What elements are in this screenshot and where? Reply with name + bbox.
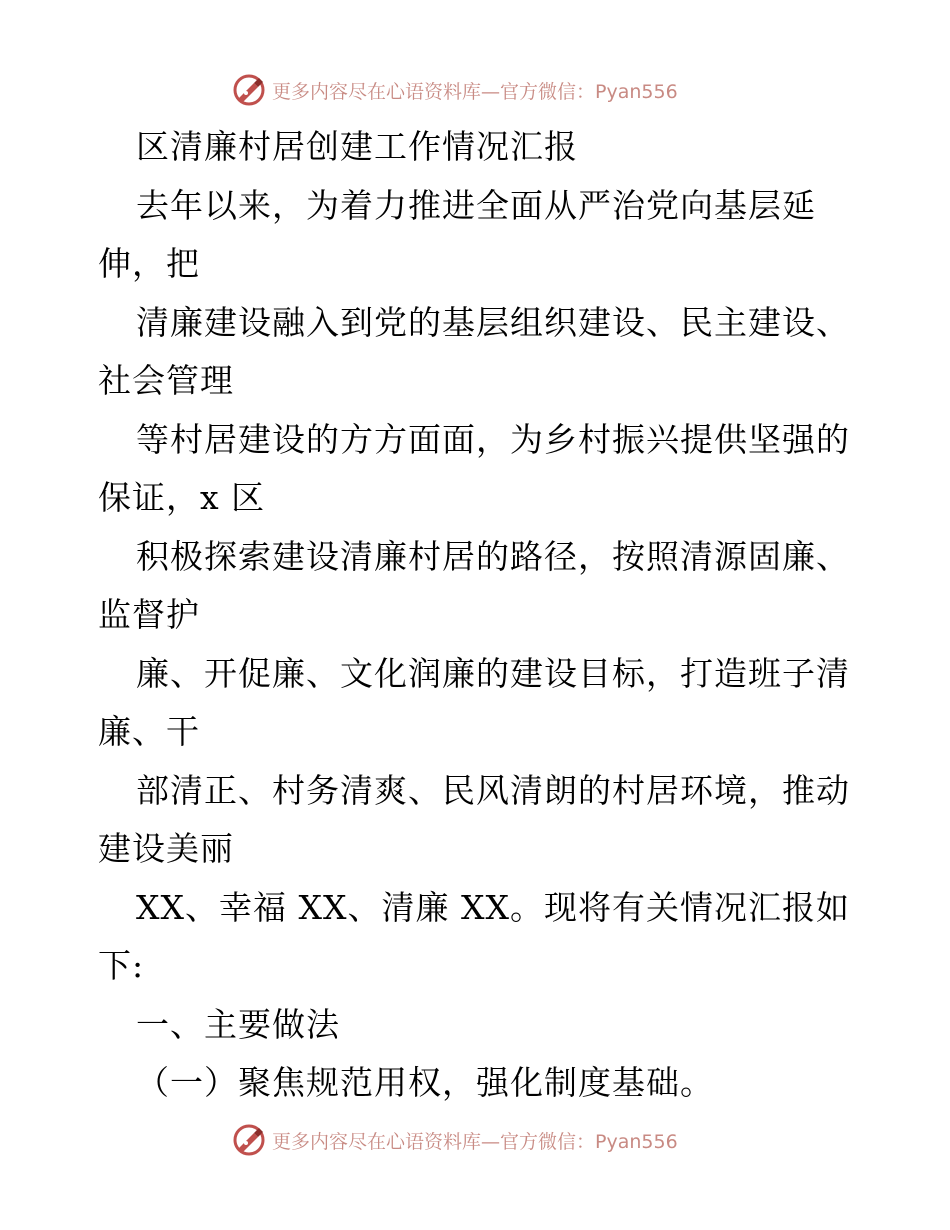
watermark-header: [232, 70, 752, 110]
watermark-footer: [232, 1120, 752, 1160]
paragraph-line: 部清正、村务清爽、民风清朗的村居环境，推动: [136, 770, 850, 810]
document-title: 区清廉村居创建工作情况汇报: [136, 127, 578, 166]
paragraph-line: 清廉建设融入到党的基层组织建设、民主建设、: [136, 302, 850, 342]
section-heading: 一、主要做法: [136, 1004, 340, 1044]
watermark-text: 更多内容尽在心语资料库—官方微信：Pyan556: [272, 80, 678, 103]
document-body: [98, 122, 858, 1117]
paragraph-line: 建设美丽: [98, 829, 234, 868]
pen-logo-icon: [232, 1123, 266, 1157]
paragraph-line: 积极探索建设清廉村居的路径，按照清源固廉、: [136, 536, 850, 576]
paragraph-line: 下:: [98, 946, 145, 985]
pen-logo-icon: [232, 73, 266, 107]
paragraph-line: 伸，把: [98, 244, 200, 283]
paragraph-line: XX、幸福 XX、清廉 XX。现将有关情况汇报如: [136, 887, 850, 927]
paragraph-line: 保证，x 区: [98, 478, 266, 517]
paragraph-line: 廉、开促廉、文化润廉的建设目标，打造班子清: [136, 653, 850, 693]
paragraph-line: 社会管理: [98, 361, 234, 400]
subsection-heading: （一）聚焦规范用权，强化制度基础。: [136, 1063, 714, 1102]
paragraph-line: 等村居建设的方方面面，为乡村振兴提供坚强的: [136, 419, 850, 459]
watermark-text: 更多内容尽在心语资料库—官方微信：Pyan556: [272, 1130, 678, 1153]
paragraph-line: 廉、干: [98, 712, 200, 751]
paragraph-line: 监督护: [98, 595, 200, 634]
paragraph-line: 去年以来，为着力推进全面从严治党向基层延: [136, 185, 816, 225]
